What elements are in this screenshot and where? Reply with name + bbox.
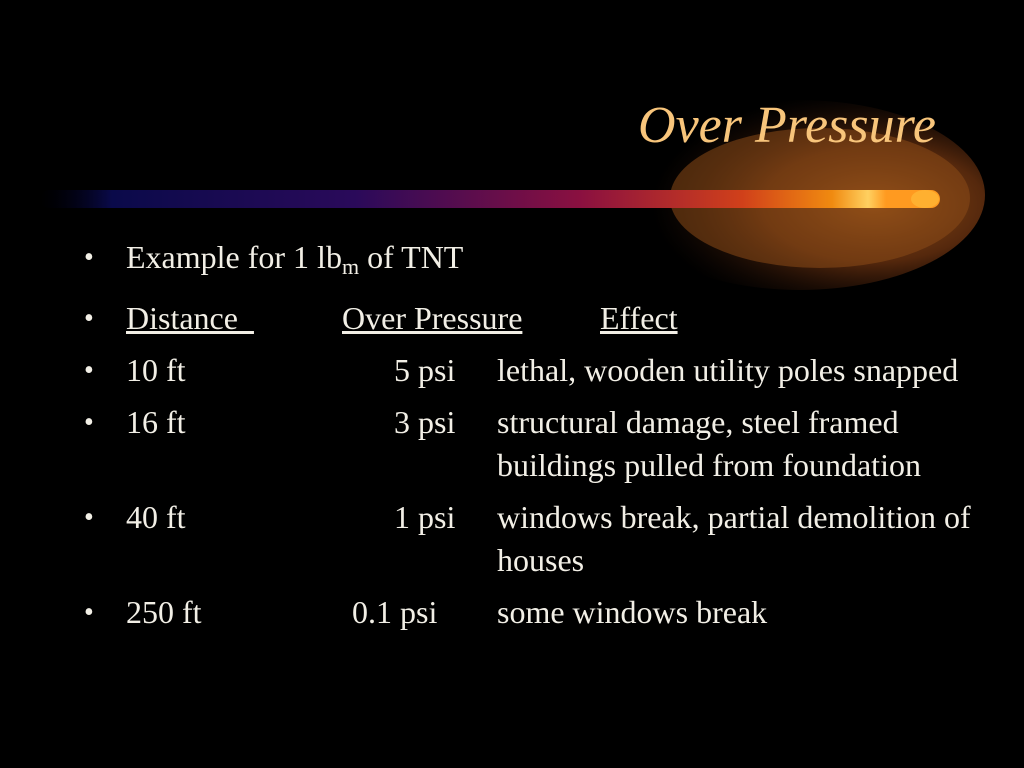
intro-subscript: m bbox=[341, 254, 360, 279]
header-distance: Distance bbox=[126, 300, 254, 336]
bullet-icon: • bbox=[84, 502, 94, 533]
bullet-headers bbox=[84, 297, 984, 340]
intro-text-before: Example for 1 lb bbox=[126, 239, 342, 275]
table-row bbox=[84, 591, 984, 634]
row-pressure: 0.1 psi bbox=[352, 594, 438, 630]
table-row bbox=[84, 349, 984, 392]
row-distance: 16 ft bbox=[126, 404, 186, 440]
row-distance: 40 ft bbox=[126, 499, 186, 535]
bullet-list bbox=[84, 236, 984, 643]
header-effect: Effect bbox=[600, 300, 678, 336]
row-pressure: 5 psi bbox=[394, 352, 456, 388]
row-pressure: 1 psi bbox=[394, 499, 456, 535]
intro-text bbox=[126, 236, 984, 288]
row-pressure: 3 psi bbox=[394, 404, 456, 440]
table-row bbox=[84, 496, 984, 582]
row-effect: structural damage, steel framed buildings pulled from foundation bbox=[497, 404, 921, 483]
bullet-icon: • bbox=[84, 355, 94, 386]
row-effect: some windows break bbox=[497, 594, 768, 630]
bullet-intro bbox=[84, 236, 984, 288]
bullet-icon: • bbox=[84, 597, 94, 628]
bullet-icon: • bbox=[84, 242, 94, 273]
row-distance: 10 ft bbox=[126, 352, 186, 388]
row-distance: 250 ft bbox=[126, 594, 202, 630]
row-effect: lethal, wooden utility poles snapped bbox=[497, 352, 959, 388]
slide-title: Over Pressure bbox=[638, 97, 936, 154]
bullet-icon: • bbox=[84, 407, 94, 438]
table-row bbox=[84, 401, 984, 487]
intro-text-after: of TNT bbox=[359, 239, 464, 275]
bullet-icon: • bbox=[84, 303, 94, 334]
header-over-pressure: Over Pressure bbox=[342, 300, 523, 336]
row-effect: windows break, partial demolition of houses bbox=[497, 499, 971, 578]
